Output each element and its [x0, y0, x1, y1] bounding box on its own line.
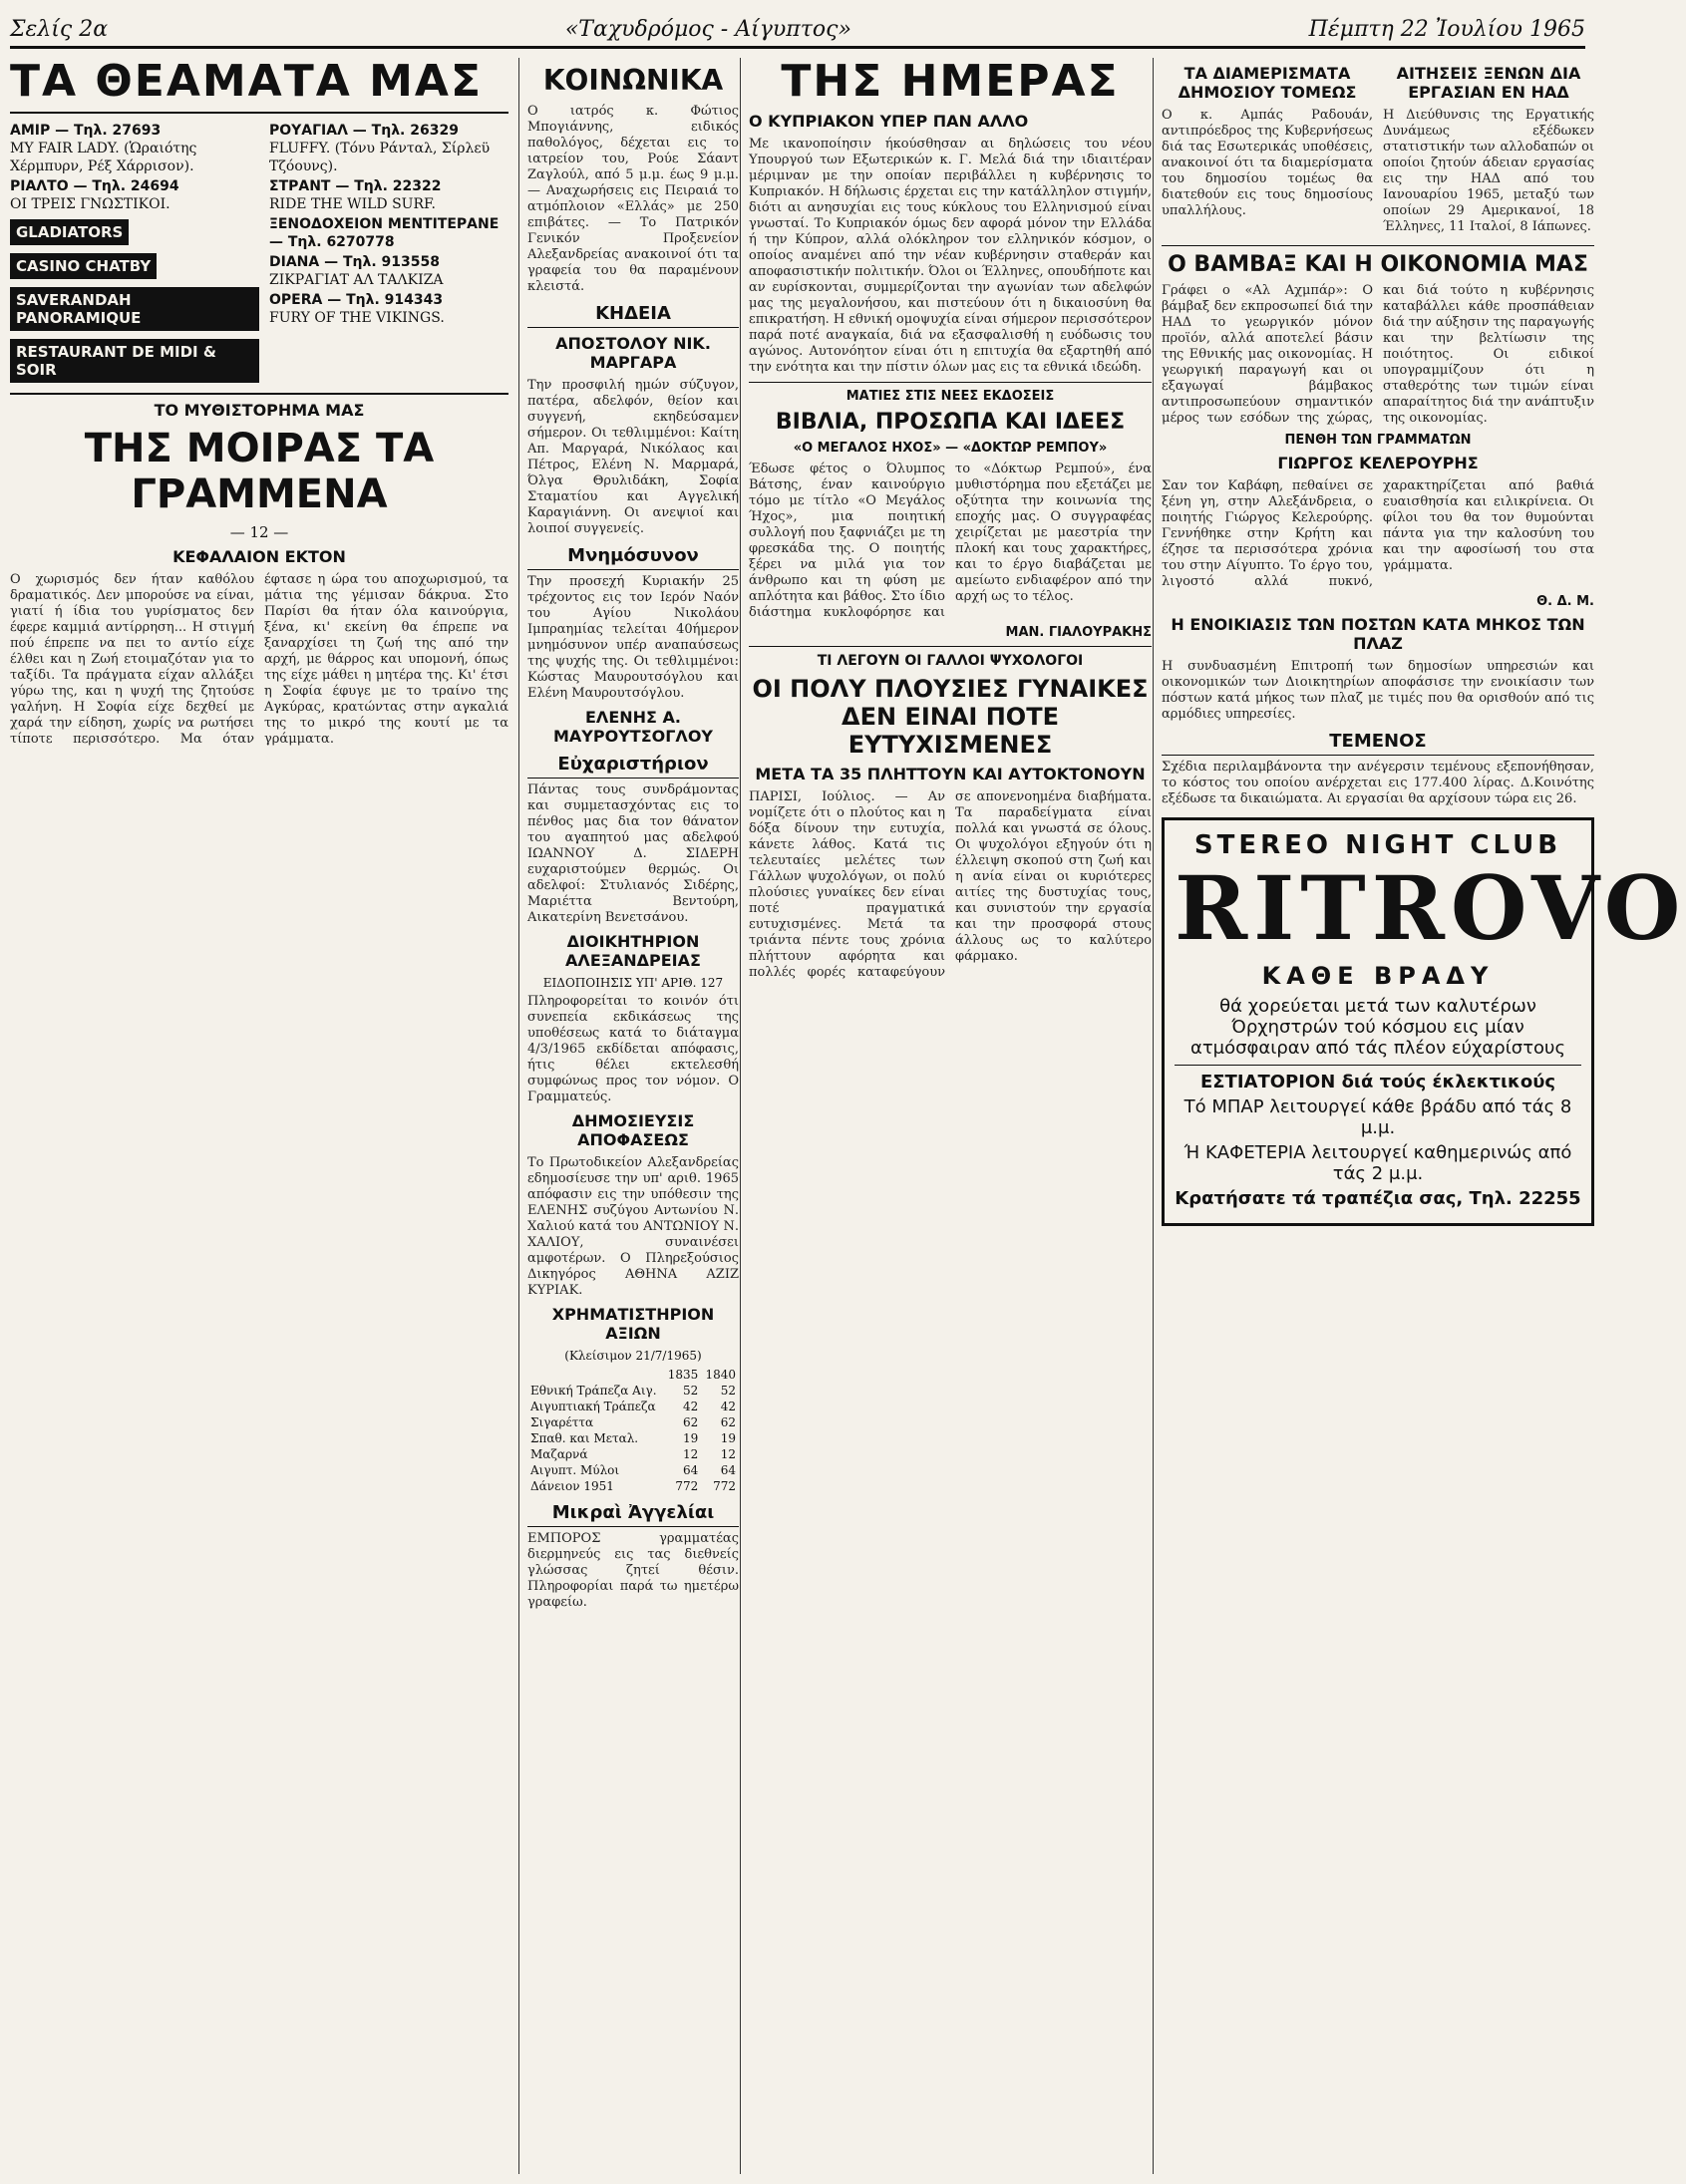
table-row: Αιγυπτ. Μύλοι 64 64: [530, 1463, 736, 1477]
memorial-text: Την προσεχή Κυριακήν 25 τρέχοντος εις τον Ιερόν Ναόν του Αγίου Νικολάου Ιμπραημίας τελείται 40ήμερον μνημόσυνον υπέρ αναπαύσεως της ψυχής της. Οι τεθλιμμένοι: Κώστας Μαυρουτσόγλου και Ελένη Μαυρουτσόγλου.: [527, 574, 739, 701]
nightclub-every: ΚΑΘΕ ΒΡΑΔΥ: [1261, 962, 1495, 990]
books-kicker: ΜΑΤΙΕΣ ΣΤΙΣ ΝΕΕΣ ΕΚΔΟΣΕΙΣ: [845, 389, 1055, 404]
novel-text: Ο χωρισμός δεν ήταν καθόλου δραματικός. Δεν μπορούσε να είναι, γιατί ή ίδια του γυρίσματος δεν έφερε καμμιά αντίρρηση... Η στιγμή πού έπρεπε να πει το αντίο είχε έλθει και η Ζωή ετοιμαζόταν για το ταξίδι. Τα πράγματα είχαν αλλάξει γύρω της, και η ψυχή της ζητούσε γαλήνη. Η Σοφία είχε δεχθεί με χαρά την είδηση, χωρίς να ρωτήσει τίποτε περισσότερο. Μα όταν έφτασε η ώρα του αποχωρισμού, τα μάτια της γέμισαν δάκρυα. Στο Παρίσι θα ήταν όλα καινούργια, ξένα, κι' εκείνη θα έπρεπε να ξαναρχίσει τη ζωή της από την αρχή, με θάρρος και υπομονή, όπως της είχε μάθει η μητέρα της. Κι' έτσι η Σοφία έφυγε με το τραίνο της Αγκύρας, κρατώντας στην αγκαλιά της το μικρό της κουτί με τα γράμματα.: [10, 572, 508, 747]
table-row: Δάνειον 1951 772 772: [530, 1479, 736, 1493]
rent-title: Η ΕΝΟΙΚΙΑΣΙΣ ΤΩΝ ΠΟΣΤΩΝ ΚΑΤΑ ΜΗΚΟΣ ΤΩΝ ΠΛΑΖ: [1171, 615, 1585, 653]
day-title: ΤΗΣ ΗΜΕΡΑΣ: [781, 56, 1120, 107]
listings-block: [10, 120, 508, 387]
poet-title: ΓΙΩΡΓΟΣ ΚΕΛΕΡΟΥΡΗΣ: [1277, 454, 1479, 472]
nightclub-name: RITROVO: [1175, 856, 1686, 960]
ad-restaurant: RESTAURANT DE MIDI & SOIR: [10, 339, 259, 383]
poet-kicker: ΠΕΝΘΗ ΤΩΝ ΓΡΑΜΜΑΤΩΝ: [1284, 433, 1472, 448]
nightclub-line: θά χορεύεται μετά των καλυτέρων Όρχηστρών τού κόσμου εις μίαν ατμόσφαιραν από τάς πλέον εύχαρίστους: [1189, 996, 1566, 1059]
poet-signature: Θ. Δ. Μ.: [1536, 594, 1594, 609]
chapter-title: ΚΕΦΑΛΑΙΟΝ ΕΚΤΟΝ: [172, 547, 346, 566]
masthead: [10, 12, 1585, 49]
cotton-title: Ο ΒΑΜΒΑΞ ΚΑΙ Η ΟΙΚΟΝΟΜΙΑ ΜΑΣ: [1168, 252, 1588, 277]
books-title: ΒΙΒΛΙΑ, ΠΡΟΣΩΠΑ ΚΑΙ ΙΔΕΕΣ: [775, 410, 1126, 435]
bourse-table: [527, 1367, 739, 1494]
day-text: Με ικανοποίησιν ήκούσθησαν αι δηλώσεις του νέου Υπουργού των Εξωτερικών κ. Γ. Μελά διά την ιδιαιτέραν μέριμναν με την οποίαν περιβάλλει η κυβέρνησις το Κυπριακόν. Η δήλωσις έρχεται εις την κατάλληλον στιγμήν, διότι αι ανησυχίαι εις τους κύκλους του Ελληνισμού είναι γνωσταί. Το Κυπριακόν όμως δεν αφορά μόνον την Ελλάδα ή την Κύπρον, αλλά ολόκληρον τον ελληνικόν κόσμον, ο οποίος αναμένει από την νέαν κυβέρνησιν σταθεράν και αποφασιστικήν πολιτικήν. Όλοι οι Έλληνες, οπουδήποτε και αν ευρίσκονται, συμμερίζονται την αγωνίαν των αδελφών μας της μεγαλονήσου, και πιστεύουν ότι η δικαιοσύνη θα επικρατήση. Η εθνική ομοψυχία είναι σήμερον περισσότερον παρά ποτέ αναγκαία, διά να εξασφαλισθή η ευόδωσις του αγώνος. Αυτονόητον είναι ότι η επιτυχία θα εξαρτηθή από την ενότητα και την πίστιν όλων μας εις τα εθνικά ιδεώδη.: [749, 137, 1152, 375]
flats-title: ΤΑ ΔΙΑΜΕΡΙΣΜΑΤΑ ΔΗΜΟΣΙΟΥ ΤΟΜΕΩΣ: [1178, 64, 1357, 102]
bourse-date: (Κλείσιμον 21/7/1965): [564, 1349, 702, 1363]
nightclub-bar: Τό ΜΠΑΡ λειτουργεί κάθε βράδυ από τάς 8 μ.μ.: [1183, 1096, 1572, 1138]
novel-title: ΤΗΣ ΜΟΙΡΑΣ ΤΑ ΓΡΑΜΜΕΝΑ: [84, 426, 435, 517]
paper-name: «Ταχυδρόμος - Αίγυπτος»: [564, 16, 851, 42]
flats-article: [1162, 58, 1373, 239]
social-text: Ο ιατρός κ. Φώτιος Μπογιάννης, ειδικός παθολόγος, δέχεται εις το ιατρείον του, Ρούε Σάαντ Ζαγλούλ, από 5 μ.μ. έως 9 μ.μ. — Αναχωρήσεις εις Πειραιά το ατμόπλοιον «Ελλάς» με 250 επιβάτες. — Το Πατρικόν Γενικόν Προξενείον Αλεξανδρείας ανακοινοί ότι τα γραφεία του θα παραμένουν κλειστά.: [527, 104, 739, 294]
temenos-text: Σχέδια περιλαμβάνοντα την ανέγερσιν τεμένους εξεπονήθησαν, το κόστος του οποίου ανέρχεται εις 177.400 λίρας. Δ.Κοινότης εξέδωσε τα δικαιώματα. Αι εργασίαι θα αρχίσουν τώρα εις 26.: [1162, 760, 1594, 806]
table-row: Αιγυπτιακή Τράπεζα 42 42: [530, 1400, 736, 1413]
decisions-text: Το Πρωτοδικείον Αλεξανδρείας εδημοσίευσε την υπ' αριθ. 1965 απόφασιν εις την υπόθεσιν της ΕΛΕΝΗΣ συζύγου Αντωνίου Ν. Χαλιού κατά του ΑΝΤΩΝΙΟΥ Ν. ΧΑΛΙΟΥ, συναινέσει αμφοτέρων. Ο Πληρεξούσιος Δικηγόρος ΑΘΗΝΑ ΑΖΙΖ ΚΥΡΙΑΚ.: [527, 1155, 739, 1298]
women-subtitle: ΜΕΤΑ ΤΑ 35 ΠΛΗΤΤΟΥΝ ΚΑΙ ΑΥΤΟΚΤΟΝΟΥΝ: [755, 765, 1146, 783]
classified-text: ΕΜΠΟΡΟΣ γραμματέας διερμηνεύς εις τας διεθνείς γλώσσας ζητεί θέσιν. Πληροφορίαι παρά τω ημετέρω γραφείω.: [527, 1531, 739, 1610]
table-row: Σπαθ. και Μεταλ. 19 19: [530, 1431, 736, 1445]
nightclub-restaurant: ΕΣΤΙΑΤΟΡΙΟΝ διά τούς έκλεκτικούς: [1199, 1072, 1556, 1092]
memorial-title: Μνημόσυνον: [527, 545, 739, 570]
classified-title: Μικραὶ Ἀγγελίαι: [527, 1502, 739, 1527]
listings-right: [269, 120, 508, 387]
jobs-title: ΑΙΤΗΣΕΙΣ ΞΕΝΩΝ ΔΙΑ ΕΡΓΑΣΙΑΝ ΕΝ ΗΑΔ: [1396, 64, 1581, 102]
ad-gladiators: GLADIATORS: [10, 219, 129, 245]
thanks-text: Πάντας τους συνδράμοντας και συμμετασχόντας εις το πένθος μας δια τον θάνατον του αγαπητού μας αδελφού ΙΩΑΝΝΟΥ Δ. ΣΙΔΕΡΗ ευχαριστούμεν θερμώς. Οι αδελφοί: Στυλιανός Σιδέρης, Μαριέττα Βεντούρη, Αικατερίνη Βενετσάνου.: [527, 782, 739, 925]
divider: [10, 393, 508, 395]
divider: [749, 382, 1152, 383]
listings-left: [10, 120, 259, 387]
table-row: Εθνική Τράπεζα Αιγ. 52 52: [530, 1384, 736, 1398]
column-theaters-novel: [10, 58, 508, 2174]
memorial-name: ΕΛΕΝΗΣ Α. ΜΑΥΡΟΥΤΣΟΓΛΟΥ: [552, 708, 713, 746]
ad-casino: CASINO CHATBY: [10, 253, 157, 279]
flats-text: Ο κ. Αμπάς Ραδουάν, αντιπρόεδρος της Κυβερνήσεως διά τας Εσωτερικάς υποθέσεις, ανακοινοί ότι τα διαμερίσματα του δημοσίου τομέως θα διατεθούν εις τους δημοσίους υπαλλήλους.: [1162, 108, 1373, 218]
rent-text: Η συνδυασμένη Επιτροπή των δημοσίων υπηρεσιών και οικονομικών των Διοικητηρίων αποφάσισε την ενοικίασιν των πόστων κατά μήκος των πλαζ με τιμές που θα ορισθούν από τις αρμόδιες υπηρεσίες.: [1162, 659, 1594, 722]
decisions-title: ΔΗΜΟΣΙΕΥΣΙΣ ΑΠΟΦΑΣΕΩΣ: [571, 1111, 695, 1149]
column-of-the-day: [740, 58, 1152, 2174]
table-header: 1835 1840: [667, 1368, 736, 1382]
table-row: Σιγαρέττα 62 62: [530, 1415, 736, 1429]
poet-text: Σαν τον Καβάφη, πεθαίνει σε ξένη γη, στην Αλεξάνδρεια, ο ποιητής Γιώργος Κελερούρης. Γεννήθηκε στην Κρήτη και έζησε τα περισσότερα χρόνια του στην Αίγυπτο. Το έργο του, λιγοστό αλλά πυκνό, χαρακτηρίζεται από βαθιά ευαισθησία και ειλικρίνεια. Οι φίλοι του θα τον θυμούνται πάντα για την καλοσύνη του και την αφοσίωσή του στα γράμματα.: [1162, 478, 1594, 589]
women-title: ΟΙ ΠΟΛΥ ΠΛΟΥΣΙΕΣ ΓΥΝΑΙΚΕΣ ΔΕΝ ΕΙΝΑΙ ΠΟΤΕ ΕΥΤΥΧΙΣΜΕΝΕΣ: [752, 675, 1149, 759]
bourse-title: ΧΡΗΜΑΤΙΣΤΗΡΙΟΝ ΑΞΙΩΝ: [551, 1305, 715, 1343]
jobs-text: Η Διεύθυνσις της Εργατικής Δυνάμεως εξέδωκεν στατιστικήν των αλλοδαπών οι οποίοι ζητούν άδειαν εργασίας εις την ΗΑΔ από του Ιανουαρίου 1965, μεταξύ των οποίων 29 Αμερικανοί, 18 Έλληνες, 11 Ιταλοί, 8 Ιάπωνες.: [1383, 108, 1594, 234]
divider: [1175, 1065, 1581, 1066]
news-top: [1162, 58, 1594, 239]
ad-verandah: SAVERANDAH PANORAMIQUE: [10, 287, 259, 331]
temenos-title: ΤΕΜΕΝΟΣ: [1162, 731, 1594, 756]
funeral-name: ΑΠΟΣΤΟΛΟΥ ΝΙΚ. ΜΑΡΓΑΡΑ: [555, 334, 711, 372]
theaters-title: ΤΑ ΘΕΑΜΑΤΑ ΜΑΣ: [10, 56, 484, 107]
listing: ΞΕΝΟΔΟΧΕΙΟΝ ΜΕΝΤΙΤΕΡΑΝΕ — Τηλ. 6270778: [269, 216, 500, 250]
page-number: Σελίς 2α: [10, 16, 109, 42]
issue-date: Πέμπτη 22 Ἰουλίου 1965: [1308, 16, 1585, 42]
court-sub: ΕΙΔΟΠΟΙΗΣΙΣ ΥΠ' ΑΡΙΘ. 127: [542, 976, 724, 990]
column-social: [518, 58, 739, 2174]
novel-part: — 12 —: [229, 523, 289, 541]
thanks-title: Εὐχαριστήριον: [527, 754, 739, 779]
nightclub-top: STEREO NIGHT CLUB: [1193, 830, 1562, 860]
cotton-text: Γράφει ο «Αλ Αχμπάρ»: Ο βάμβαξ δεν εκπροσωπεί διά την ΗΑΔ το γεωργικόν μόνον προϊόν, αλλά αποτελεί βάσιν της Εθνικής μας οικονομίας. Η γεωργική παραγωγή και οι εξαγωγαί βάμβακος αντιπροσωπεύουν σημαντικόν μέρος των εσόδων της χώρας, και διά τούτο η κυβέρνησις καταβάλλει κάθε προσπάθειαν διά την αύξησιν της παραγωγής και την βελτίωσιν της ποιότητος. Οι ειδικοί υπογραμμίζουν ότι η σταθερότης των τιμών είναι απαραίτητος διά την ανάπτυξιν της οικονομίας.: [1162, 283, 1594, 426]
nightclub-cafe: Ή ΚΑΦΕΤΕΡΙΑ λειτουργεί καθημερινώς από τάς 2 μ.μ.: [1183, 1142, 1572, 1184]
listing: ΣΤΡΑΝΤ — Τηλ. 22322 RIDE THE WILD SURF.: [269, 178, 442, 212]
divider: [1162, 245, 1594, 246]
divider: [749, 646, 1152, 647]
funeral-text: Την προσφιλή ημών σύζυγον, πατέρα, αδελφόν, θείον και συγγενή, εκηδεύσαμεν σήμερον. Οι τεθλιμμένοι: Καίτη Απ. Μαργαρά, Νικόλαος και Πέτρος, Ελένη Ν. Μαρμαρά, Όλγα Θρυλιδάκη, Σοφία Σταματίου και Αγγελική Καραγιάννη. Οι ανεψιοί και λοιποί συγγενείς.: [527, 378, 739, 536]
listing: ΡΙΑΛΤΟ — Τηλ. 24694 ΟΙ ΤΡΕΙΣ ΓΝΩΣΤΙΚΟΙ.: [10, 178, 179, 212]
women-text: ΠΑΡΙΣΙ, Ιούλιος. — Αν νομίζετε ότι ο πλούτος και η δόξα δίνουν την ευτυχία, κάνετε λάθος. Κατά τις τελευταίες μελέτες των Γάλλων ψυχολόγων, οι πολύ πλούσιες γυναίκες δεν είναι ποτέ πραγματικά ευτυχισμένες. Μετά τα τριάντα πέντε τους χρόνια πλήττουν αφόρητα και πολλές φορές καταφεύγουν σε απονενοημένα διαβήματα. Τα παραδείγματα είναι πολλά και γνωστά σε όλους. Οι ψυχολόγοι εξηγούν ότι η έλλειψη σκοπού στη ζωή και η ανία είναι οι κυριότερες αιτίες της δυστυχίας τους, και συνιστούν την εργασία και την προσφορά στους άλλους ως το καλύτερο φάρμακο.: [749, 789, 1152, 980]
table-row: Μαζαρνά 12 12: [530, 1447, 736, 1461]
nightclub-ad: [1162, 817, 1686, 1226]
listing: ΡΟΥΑΓΙΑΛ — Τηλ. 26329 FLUFFY. (Τόνυ Ράνταλ, Σίρλεϋ Τζόουνς).: [269, 123, 491, 174]
jobs-article: [1383, 58, 1594, 239]
listing: DIANA — Τηλ. 913558 ΖΙΚΡΑΓΙΑΤ ΑΛ ΤΑΛΚΙΖΑ: [269, 254, 444, 288]
divider: [10, 112, 508, 114]
column-news: [1153, 58, 1686, 2174]
day-subtitle: Ο ΚΥΠΡΙΑΚΟΝ ΥΠΕΡ ΠΑΝ ΑΛΛΟ: [749, 112, 1029, 131]
books-subtitle: «Ο ΜΕΓΑΛΟΣ ΗΧΟΣ» — «ΔΟΚΤΩΡ ΡΕΜΠΟΥ»: [793, 441, 1108, 456]
books-signature: ΜΑΝ. ΓΙΑΛΟΥΡΑΚΗΣ: [1005, 625, 1152, 640]
novel-label: ΤΟ ΜΥΘΙΣΤΟΡΗΜΑ ΜΑΣ: [154, 401, 365, 420]
books-text: Έδωσε φέτος ο Όλυμπος Βάτσης, έναν καινούργιο τόμο με τίτλο «Ο Μεγάλος Ήχος», μια ποιητική συλλογή που ξαφνιάζει με τη φρεσκάδα της. Ο ποιητής ξέρει να μιλά για τον άνθρωπο και τη φύση με απλότητα και βάθος. Στο ίδιο διάστημα κυκλοφόρησε και το «Δόκτωρ Ρεμπού», ένα μυθιστόρημα που εξετάζει με οξύτητα την κοινωνία της εποχής μας. Ο συγγραφέας χειρίζεται με μαεστρία την πλοκή και τους χαρακτήρες, και το έργο διαβάζεται με αμείωτο ενδιαφέρον από την αρχή ως το τέλος.: [749, 462, 1152, 620]
nightclub-phone: Κρατήσατε τά τραπέζια σας, Τηλ. 22255: [1175, 1188, 1581, 1209]
women-kicker: ΤΙ ΛΕΓΟΥΝ ΟΙ ΓΑΛΛΟΙ ΨΥΧΟΛΟΓΟΙ: [817, 653, 1084, 669]
funeral-title: ΚΗΔΕΙΑ: [527, 303, 739, 328]
court-text: Πληροφορείται το κοινόν ότι συνεπεία εκδικάσεως της υποθέσεως κατά το διάταγμα 4/3/1965 εκδίδεται απόφασις, ήτις θέλει εκτελεσθή συμφώνως προς τον νόμον. Ο Γραμματεύς.: [527, 994, 739, 1104]
listing: OPERA — Τηλ. 914343 FURY OF THE VIKINGS.: [269, 292, 445, 326]
social-title: ΚΟΙΝΩΝΙΚΑ: [542, 64, 724, 97]
listing: ΑΜΙΡ — Τηλ. 27693 MY FAIR LADY. (Ὡραιότης Χέρμπυρν, Ρέξ Χάρρισον).: [10, 123, 197, 174]
court-title: ΔΙΟΙΚΗΤΗΡΙΟΝ ΑΛΕΞΑΝΔΡΕΙΑΣ: [565, 932, 701, 970]
